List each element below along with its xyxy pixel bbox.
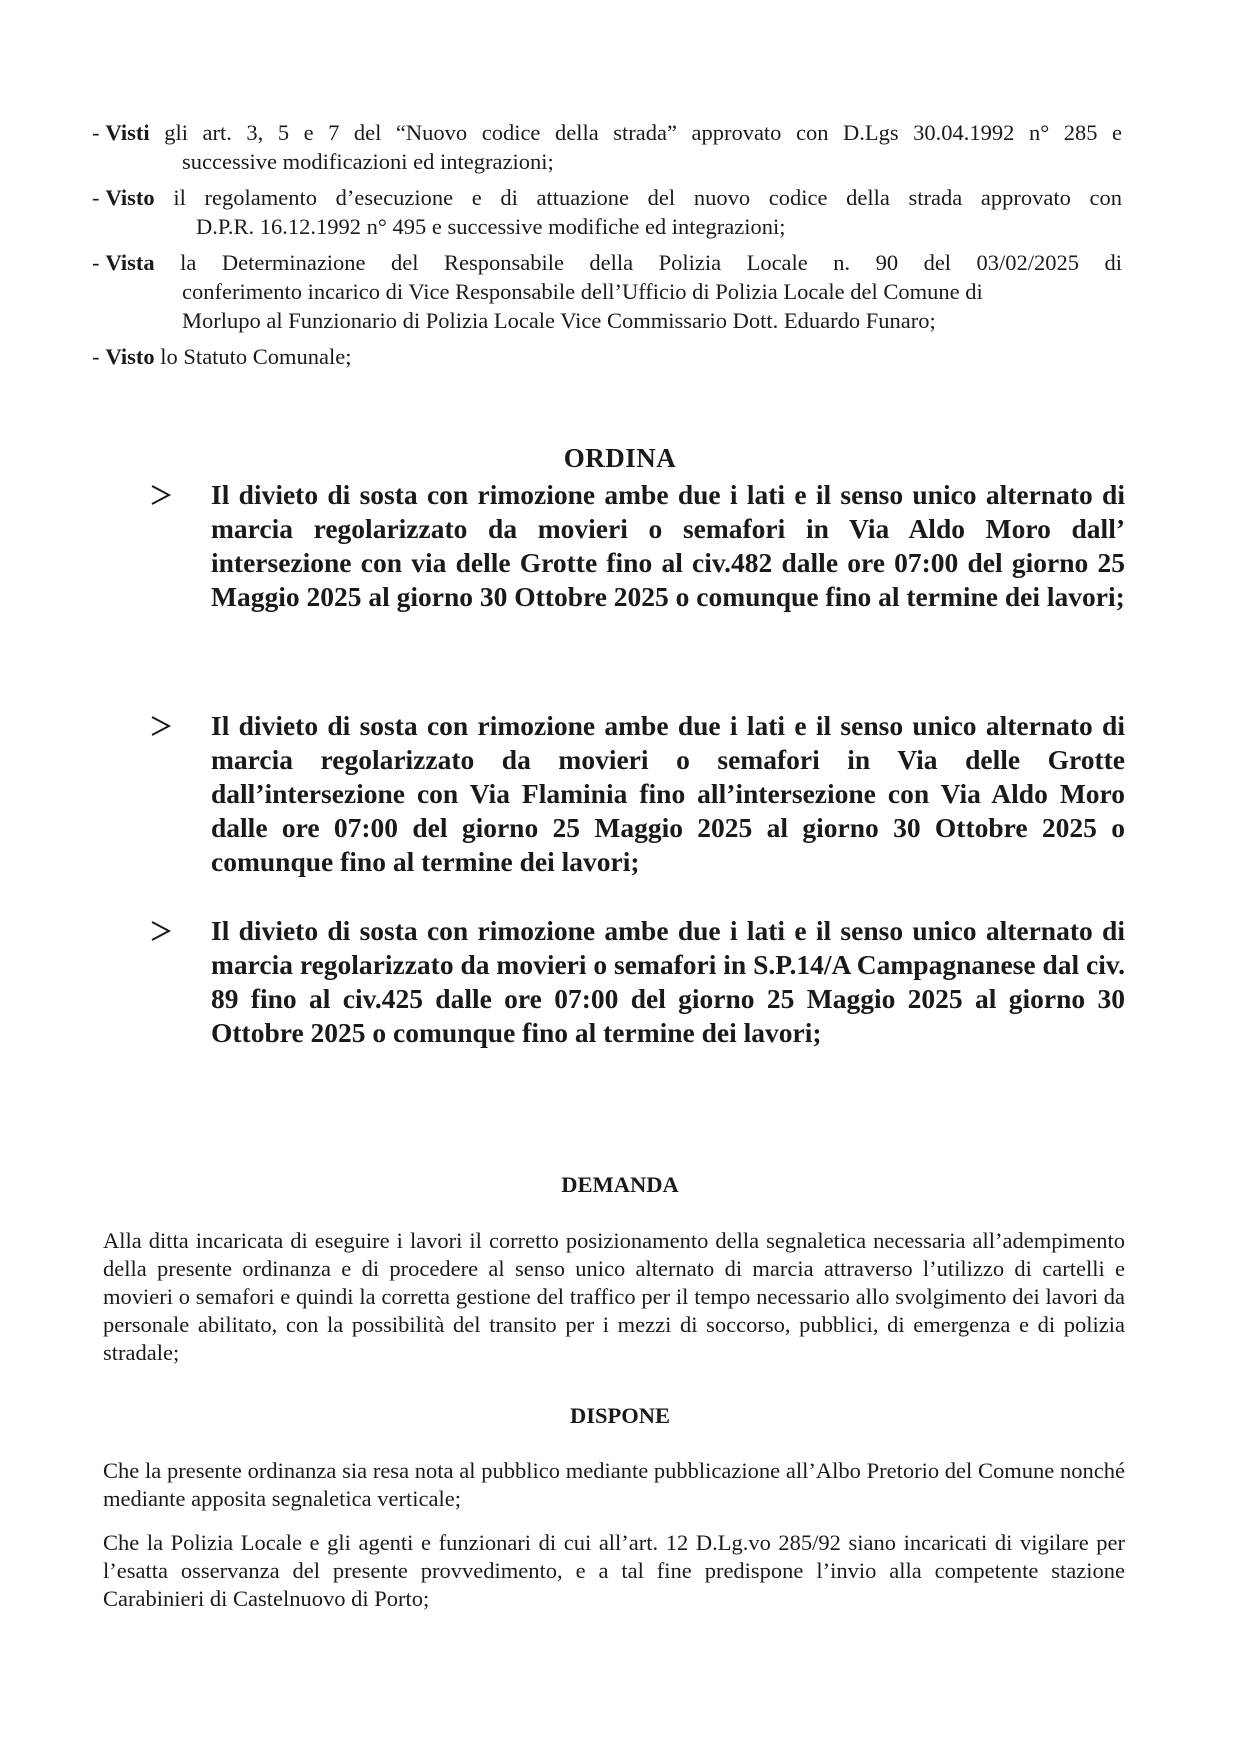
ordina-item-text: Il divieto di sosta con rimozione ambe due i lati e il senso unico alternato di marcia regolarizzato da movieri o semafori in S.P.14/A Campagnanese dal civ. 89 fino al civ.425 dalle ore 07:00 del giorno 25 Maggio 2025 al giorno 30 Ottobre 2025 o comunque fino al termine dei lavori; — [211, 915, 1125, 1048]
premessa-text: lo Statuto Comunale; — [160, 344, 352, 369]
ordina-item-text: Il divieto di sosta con rimozione ambe due i lati e il senso unico alternato di marcia regolarizzato da movieri o semafori in Via delle Grotte dall’intersezione con Via Flaminia fino all’intersezione con Via Aldo Moro dalle ore 07:00 del giorno 25 Maggio 2025 al giorno 30 Ottobre 2025 o comunque fino al termine dei lavori; — [211, 710, 1125, 877]
premessa-continuation: D.P.R. 16.12.1992 n° 495 e successive modifiche ed integrazioni; — [196, 214, 786, 239]
premessa-item — [92, 248, 1122, 335]
dispone-heading: DISPONE — [569, 1403, 671, 1428]
premesse-list — [92, 118, 1122, 378]
premessa-continuation: conferimento incarico di Vice Responsabile dell’Ufficio di Polizia Locale del Comune di — [182, 279, 983, 304]
premessa-keyword: Visti — [105, 120, 150, 145]
dash-marker: - — [92, 250, 100, 275]
ordina-heading: ORDINA — [563, 443, 677, 473]
premessa-keyword: Visto — [105, 185, 155, 210]
dispone-paragraph: Che la presente ordinanza sia resa nota al pubblico mediante pubblicazione all’Albo Pretorio del Comune nonché mediante apposita segnaletica verticale; — [103, 1458, 1125, 1511]
dash-marker: - — [92, 344, 100, 369]
demanda-text: Alla ditta incaricata di eseguire i lavori il corretto posizionamento della segnaletica necessaria all’adempimento della presente ordinanza e di procedere al senso unico alternato di marcia attraverso l’utilizzo di cartelli e movieri o semafori e quindi la corretta gestione del traffico per il tempo necessario allo svolgimento dei lavori da personale abilitato, con la possibilità del transito per i mezzi di soccorso, pubblici, di emergenza e di polizia stradale; — [103, 1228, 1125, 1365]
arrowhead-bullet-icon — [150, 918, 172, 944]
premessa-keyword: Vista — [105, 250, 155, 275]
arrowhead-bullet-icon — [150, 482, 172, 508]
premessa-keyword: Visto — [105, 344, 155, 369]
ordina-item-text: Il divieto di sosta con rimozione ambe due i lati e il senso unico alternato di marcia regolarizzato da movieri o semafori in Via Aldo Moro dall’ intersezione con via delle Grotte fino al civ.482 dalle ore 07:00 del giorno 25 Maggio 2025 al giorno 30 Ottobre 2025 o comunque fino al termine dei lavori; — [211, 479, 1125, 612]
demanda-heading: DEMANDA — [561, 1172, 679, 1197]
premessa-text: gli art. 3, 5 e 7 del “Nuovo codice della strada” approvato con D.Lgs 30.04.1992 n° 285 e — [164, 120, 1123, 145]
premessa-item — [92, 342, 1122, 371]
dash-marker: - — [92, 185, 100, 210]
dash-marker: - — [92, 120, 100, 145]
premessa-text: la Determinazione del Responsabile della Polizia Locale n. 90 del 03/02/2025 di — [180, 250, 1123, 275]
premessa-item — [92, 183, 1122, 241]
arrowhead-bullet-icon — [150, 713, 172, 739]
dispone-paragraph: Che la Polizia Locale e gli agenti e funzionari di cui all’art. 12 D.Lg.vo 285/92 siano incaricati di vigilare per l’esatta osservanza del presente provvedimento, e a tal fine predispone l’invio alla competente stazione Carabinieri di Castelnuovo di Porto; — [103, 1530, 1125, 1611]
premessa-continuation: successive modificazioni ed integrazioni; — [182, 149, 554, 174]
ordina-item — [150, 709, 1125, 879]
ordina-item — [150, 478, 1125, 614]
ordina-item — [150, 914, 1125, 1050]
premessa-text: il regolamento d’esecuzione e di attuazione del nuovo codice della strada approvato con — [173, 185, 1122, 210]
premessa-continuation: Morlupo al Funzionario di Polizia Locale Vice Commissario Dott. Eduardo Funaro; — [182, 308, 936, 333]
premessa-item — [92, 118, 1122, 176]
